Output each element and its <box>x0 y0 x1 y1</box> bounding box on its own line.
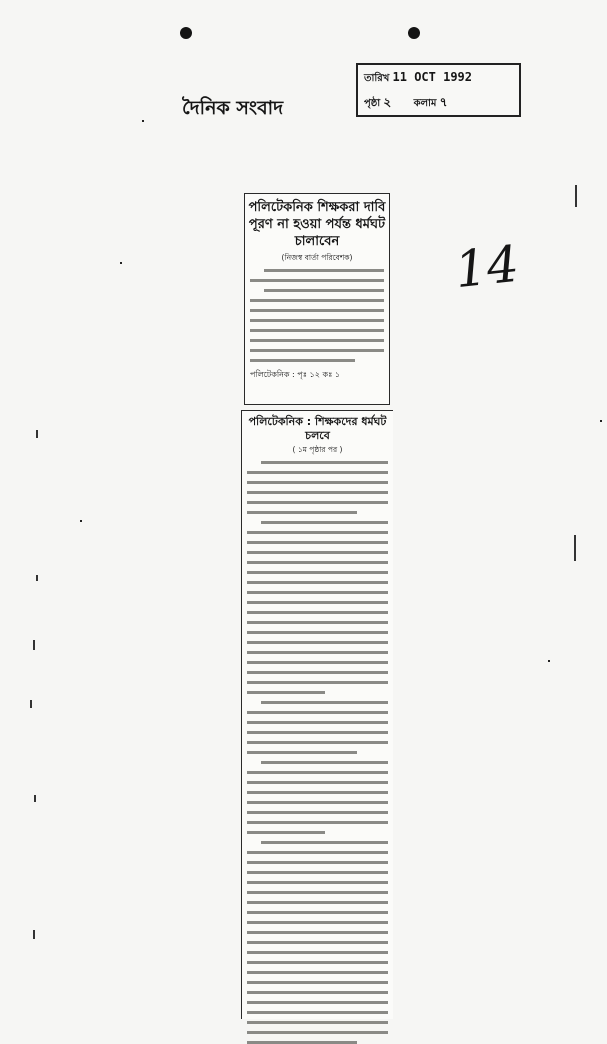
article-body <box>245 269 389 362</box>
scan-speck <box>120 262 122 264</box>
punch-hole-right <box>408 27 420 39</box>
scan-speck <box>575 185 577 207</box>
stamp-column-value: ৭ <box>439 95 448 109</box>
scan-speck <box>36 430 38 438</box>
scan-speck <box>33 930 35 939</box>
stamp-page-value: ২ <box>383 95 392 109</box>
scan-speck <box>142 120 144 122</box>
punch-hole-left <box>180 27 192 39</box>
continuation-headline: পলিটেকনিক : শিক্ষকদের ধর্মঘট চলবে <box>248 415 387 442</box>
handwritten-annotation: 14 <box>452 234 522 300</box>
article-jump-line: পলিটেকনিক : পৃঃ ১২ কঃ ১ <box>250 370 341 379</box>
stamp-column-label: কলাম <box>413 98 437 109</box>
article-headline: পলিটেকনিক শিক্ষকরা দাবি পূরণ না হওয়া পর্যন্ত ধর্মঘট চালাবেন <box>248 200 386 249</box>
stamp-page-row <box>364 94 447 114</box>
date-stamp <box>356 63 521 117</box>
scan-speck <box>34 795 36 802</box>
scan-speck <box>548 660 550 662</box>
scan-speck <box>30 700 32 708</box>
scan-speck <box>36 575 38 581</box>
article-clipping <box>244 193 390 405</box>
stamp-date-row <box>364 70 472 88</box>
scan-speck <box>33 640 35 650</box>
stamp-date-label: তারিখ <box>364 73 390 84</box>
stamp-date-value: 11 OCT 1992 <box>392 70 473 84</box>
article-byline: (নিজস্ব বার্তা পরিবেশক) <box>281 253 353 262</box>
scan-speck <box>600 420 602 422</box>
scan-speck <box>574 535 576 561</box>
scan-speck <box>80 520 82 522</box>
continuation-body <box>242 461 393 1044</box>
stamp-page-label: পৃষ্ঠা <box>364 98 381 109</box>
continuation-byline: ( ১ম পৃষ্ঠার পর ) <box>292 445 343 454</box>
newspaper-name: দৈনিক সংবাদ <box>182 97 284 119</box>
continuation-clipping <box>241 410 393 1019</box>
